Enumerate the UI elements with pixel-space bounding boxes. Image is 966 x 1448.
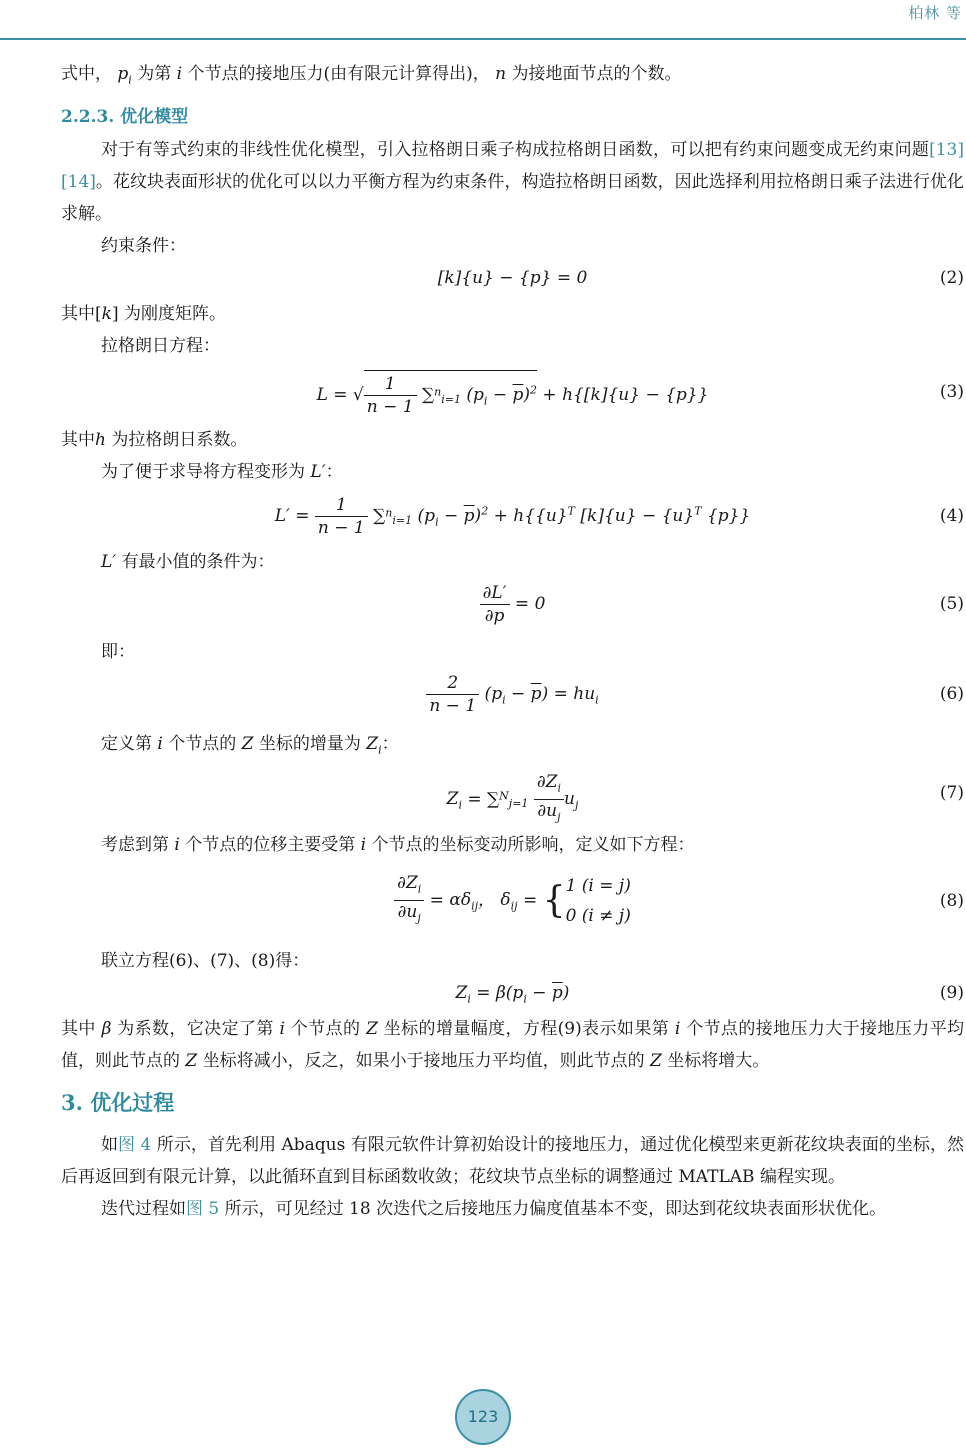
page-number: 123 <box>455 1389 511 1445</box>
equation-number: (7) <box>939 782 964 803</box>
equation-number: (5) <box>939 594 964 615</box>
label-constraint: 约束条件： <box>101 236 186 257</box>
paragraph-lagrange-intro: 对于有等式约束的非线性优化模型，引入拉格朗日乘子构成拉格朗日函数，可以把有约束问题变成无约束问题[13] [14]。花纹块表面形状的优化可以以力平衡方程为约束条件，构造拉格朗日函数，因此选择利用拉格朗日乘子法进行优化求解。 <box>61 140 964 225</box>
section-heading-3: 3. 优化过程 <box>61 1089 175 1115</box>
section-heading-2-2-3: 2.2.3. 优化模型 <box>61 107 189 128</box>
equation-5: $\frac{\partial L'}{\partial p}$ = 0 (5) <box>61 578 964 636</box>
equation-number: (8) <box>939 890 964 911</box>
label-consider: 考虑到第 i 个节点的位移主要受第 i 个节点的坐标变动所影响，定义如下方程： <box>101 834 695 855</box>
citation-link[interactable]: [13] [14] <box>61 140 964 193</box>
label-combine: 联立方程(6)、(7)、(8)得： <box>101 950 310 971</box>
label-lagrange: 拉格朗日方程： <box>101 336 220 357</box>
label-ie: 即： <box>101 642 135 663</box>
equation-9: $Z_i = \beta(p_i - \overline{p})$ (9) <box>61 977 964 1013</box>
note-h: 其中h 为拉格朗日系数。 <box>61 430 248 451</box>
page-header <box>0 0 966 40</box>
equation-number: (9) <box>939 982 964 1003</box>
label-define-z: 定义第 i 个节点的 Z 坐标的增量为 $Z_i$： <box>101 734 399 757</box>
figure-5-link[interactable]: 图 5 <box>186 1198 220 1219</box>
label-transform: 为了便于求导将方程变形为 L′： <box>101 462 343 483</box>
equation-number: (2) <box>939 268 964 289</box>
equation-4: L′ = $\frac{1}{n - 1}$ ∑$^n_{i=1}$ $(p_i - \overline{p})^2 + h\{\{u\}^T$ $[k]\{u\} - \{u\}^T$ {p}} (4) <box>274 495 964 539</box>
running-authors: 柏林 等 <box>908 4 962 22</box>
main-content <box>61 58 964 1225</box>
equation-number: (6) <box>939 684 964 705</box>
paragraph-beta: 其中 β 为系数，它决定了第 i 个节点的 Z 坐标的增量幅度，方程(9)表示如果第 i 个节点的接地压力大于接地压力平均值，则此节点的 Z 坐标将减小，反之，如果小于接地压力平均值，则此节点的 Z 坐标将增大。 <box>61 1018 965 1071</box>
equation-2: [k]{u} − {p} = 0 (2) <box>61 262 964 298</box>
equation-6: $\frac{2}{n - 1}$ $(p_i - \overline{p}) = hu_i$ (6) <box>61 668 964 728</box>
paragraph-iteration: 迭代过程如图 5 所示，可见经过 18 次迭代之后接地压力偏度值基本不变，即达到花纹块表面形状优化。 <box>101 1198 887 1219</box>
equation-number: (4) <box>939 506 964 527</box>
equation-3: L = √ $\frac{1}{n - 1}$ ∑$^n_{i=1}$ $(p_i - \overline{p})^2 + h\{[k]\{u\} - \{p\}\}$ (3) <box>61 362 964 424</box>
header-rule <box>0 38 966 40</box>
equation-7: $Z_i = \sum^N_{j=1}$ $\frac{\partial Z_i}{\partial u_j}$ $u_j$ (7) <box>446 771 964 824</box>
intro-paragraph: 式中， $p_i$ 为第 i 个节点的接地压力(由有限元计算得出)， n 为接地面节点的个数。 <box>61 64 682 87</box>
label-min: L′ 有最小值的条件为： <box>101 552 275 573</box>
paragraph-process: 如图 4 所示，首先利用 Abaqus 有限元软件计算初始设计的接地压力，通过优化模型来更新花纹块表面的坐标，然后再返回到有限元计算，以此循环直到目标函数收敛；花纹块节点坐标的调整通过 MATLAB 编程实现。 <box>61 1134 964 1187</box>
note-stiffness: 其中[k] 为刚度矩阵。 <box>61 304 226 325</box>
equation-number: (3) <box>939 382 964 403</box>
equation-8: $\frac{\partial Z_i}{\partial u_j}$ = $\alpha\delta_{ij}$， $\delta_{ij} = \{1$ (i = j) 0 (i ≠ j) (8) <box>61 861 964 945</box>
figure-4-link[interactable]: 图 4 <box>118 1134 152 1155</box>
